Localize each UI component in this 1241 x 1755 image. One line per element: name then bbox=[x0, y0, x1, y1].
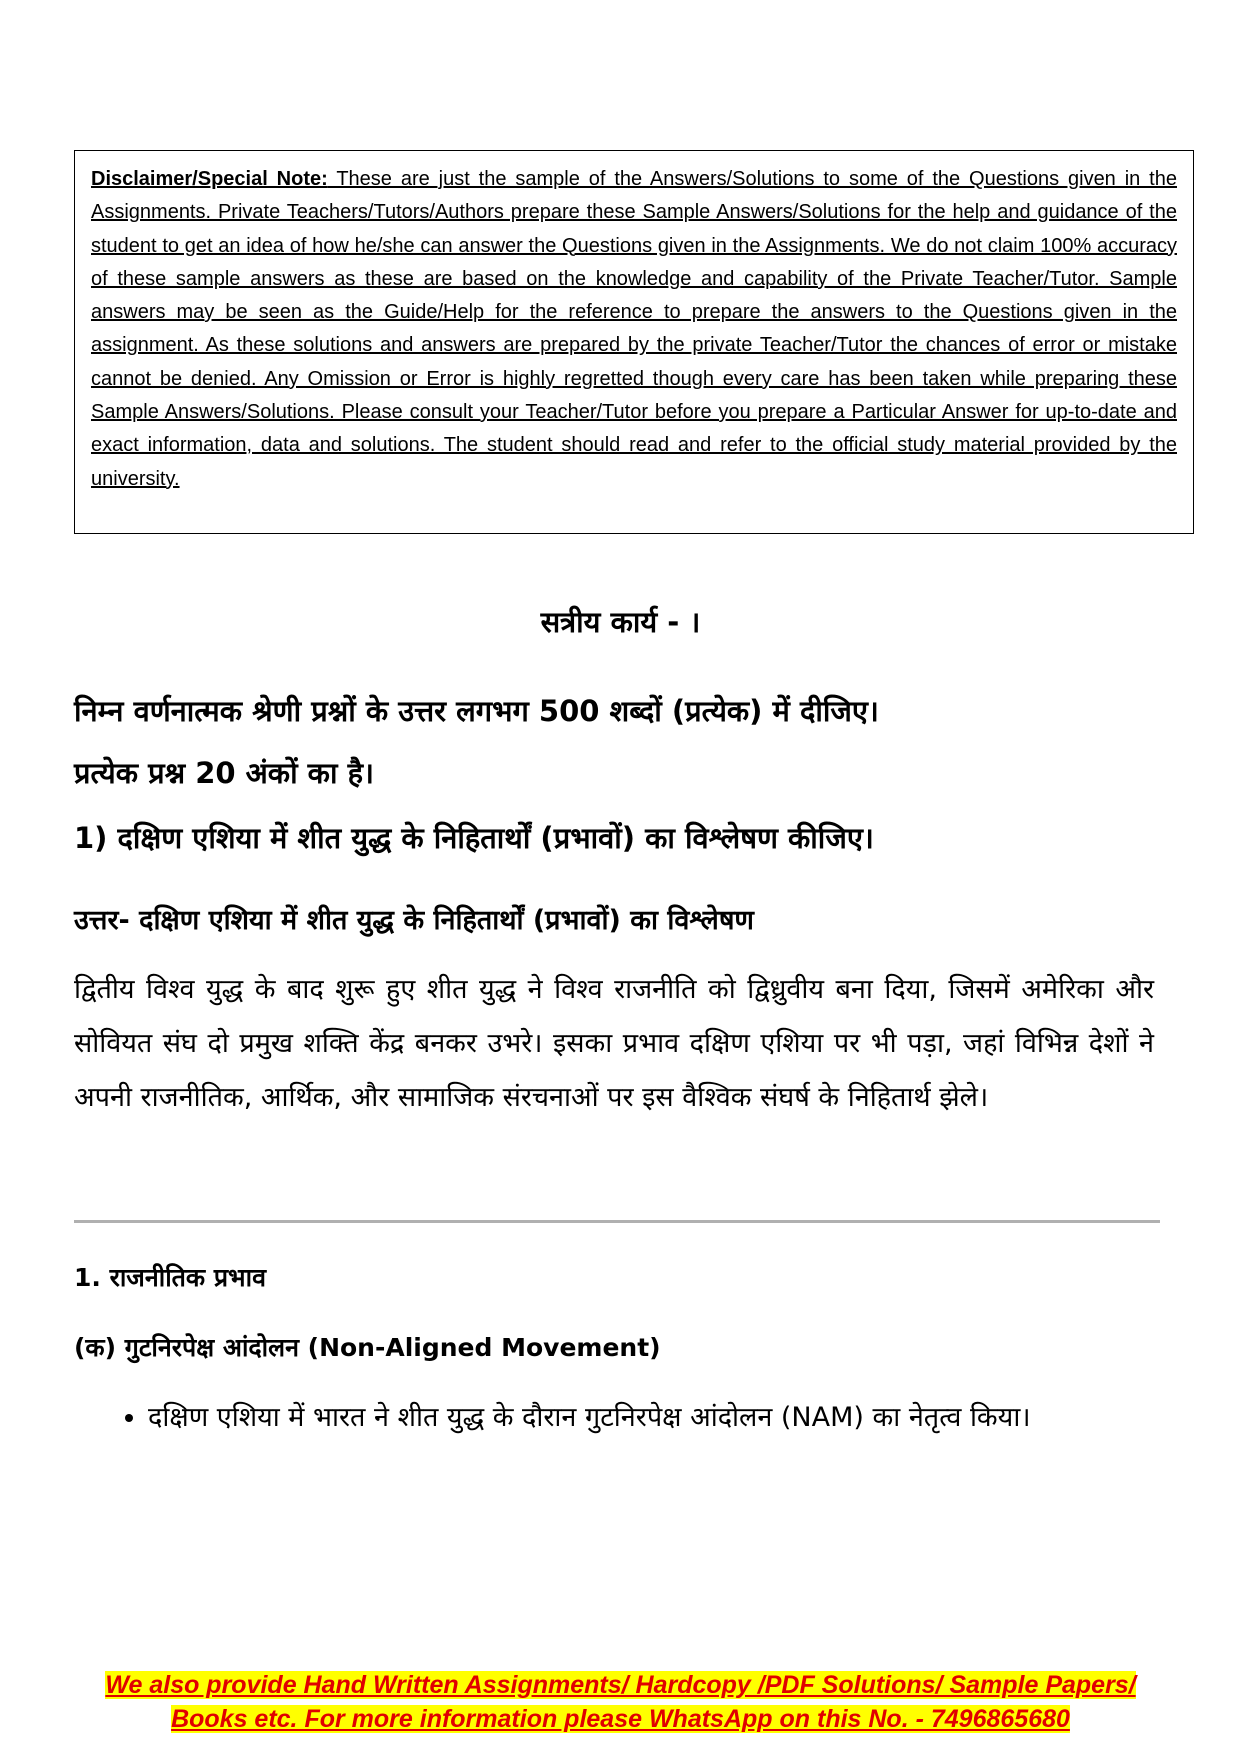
list-item: • दक्षिण एशिया में भारत ने शीत युद्ध के दौरान गुटनिरपेक्ष आंदोलन (NAM) का नेतृत्व किया। bbox=[148, 1390, 1158, 1446]
question-1: 1) दक्षिण एशिया में शीत युद्ध के निहितार्थों (प्रभावों) का विश्लेषण कीजिए। bbox=[74, 821, 874, 855]
footer-line-1: We also provide Hand Written Assignments/ Hardcopy /PDF Solutions/ Sample Papers/ bbox=[105, 1671, 1136, 1699]
answer-title: उत्तर- दक्षिण एशिया में शीत युद्ध के निहितार्थों (प्रभावों) का विश्लेषण bbox=[74, 905, 754, 936]
section-subtitle: (क) गुटनिरपेक्ष आंदोलन (Non-Aligned Movement) bbox=[74, 1333, 661, 1362]
answer-paragraph: द्वितीय विश्व युद्ध के बाद शुरू हुए शीत युद्ध ने विश्व राजनीति को द्विध्रुवीय बना दिया, जिसमें अमेरिका और सोवियत संघ दो प्रमुख शक्ति केंद्र बनकर उभरे। इसका प्रभाव दक्षिण एशिया पर भी पड़ा, जहां विभिन्न देशों ने अपनी राजनीतिक, आर्थिक, और सामाजिक संरचनाओं पर इस वैश्विक संघर्ष के निहितार्थ झेले। bbox=[74, 974, 1154, 1113]
horizontal-divider bbox=[74, 1220, 1160, 1223]
disclaimer-box bbox=[74, 150, 1194, 534]
disclaimer-text: These are just the sample of the Answers/Solutions to some of the Questions given in the Assignments. Private Teachers/Tutors/Authors prepare these Sample Answers/Solutions for the help and guidance of the student to get an idea of how he/she can answer the Questions given in the Assignments. We do not claim 100% accuracy of these sample answers as these are based on the knowledge and capability of the Private Teacher/Tutor. Sample answers may be seen as the Guide/Help for the reference to prepare the answers to the Questions given in the assignment. As these solutions and answers are prepared by the private Teacher/Tutor the chances of error or mistake cannot be denied. Any Omission or Error is highly regretted though every care has been taken while preparing these Sample Answers/Solutions. Please consult your Teacher/Tutor before you prepare a Particular Answer for up-to-date and exact information, data and solutions. The student should read and refer to the official study material provided by the university. bbox=[91, 168, 1177, 490]
bullet-list bbox=[108, 1390, 1158, 1446]
footer-line-2: Books etc. For more information please WhatsApp on this No. - 7496865680 bbox=[171, 1705, 1070, 1733]
instruction bbox=[74, 680, 1139, 804]
section-title: 1. राजनीतिक प्रभाव bbox=[74, 1263, 266, 1292]
instruction-line-2: प्रत्येक प्रश्न 20 अंकों का है। bbox=[74, 756, 374, 790]
assignment-heading: सत्रीय कार्य - । bbox=[540, 605, 701, 639]
disclaimer-label: Disclaimer/Special Note: bbox=[91, 168, 328, 190]
footer-promo-note bbox=[0, 1668, 1241, 1736]
instruction-line-1: निम्न वर्णनात्मक श्रेणी प्रश्नों के उत्तर लगभग 500 शब्दों (प्रत्येक) में दीजिए। bbox=[74, 694, 879, 728]
